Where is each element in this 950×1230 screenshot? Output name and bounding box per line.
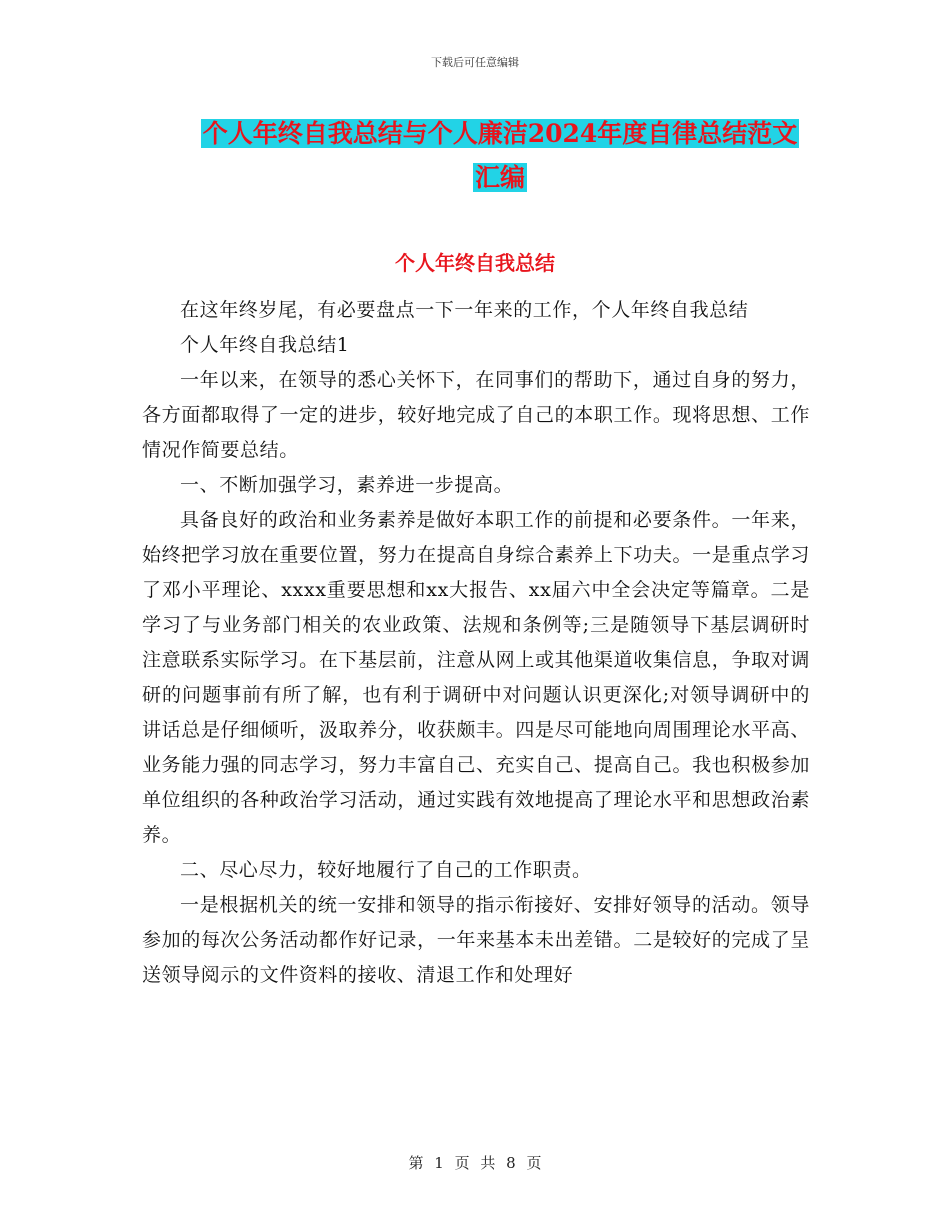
header-note: 下载后可任意编辑	[431, 56, 519, 69]
document-title-line-2: 汇编	[474, 163, 525, 192]
document-title	[180, 112, 820, 200]
section-title: 个人年终自我总结	[395, 251, 555, 275]
body-text	[142, 293, 810, 993]
paragraph-heading-2: 二、尽心尽力，较好地履行了自己的工作职责。	[180, 859, 592, 881]
paragraph-opening: 一年以来，在领导的悉心关怀下，在同事们的帮助下，通过自身的努力，各方面都取得了一定的进步，较好地完成了自己的本职工作。现将思想、工作情况作简要总结。	[142, 369, 810, 461]
page-footer: 第 1 页 共 8 页	[408, 1154, 542, 1172]
paragraph-duties: 一是根据机关的统一安排和领导的指示衔接好、安排好领导的活动。领导参加的每次公务活动都作好记录，一年来基本未出差错。二是较好的完成了呈送领导阅示的文件资料的接收、清退工作和处理好	[142, 894, 810, 986]
paragraph-study: 具备良好的政治和业务素养是做好本职工作的前提和必要条件。一年来，始终把学习放在重要位置，努力在提高自身综合素养上下功夫。一是重点学习了邓小平理论、xxxx重要思想和xx大报告、xx届六中全会决定等篇章。二是学习了与业务部门相关的农业政策、法规和条例等;三是随领导下基层调研时注意联系实际学习。在下基层前，注意从网上或其他渠道收集信息，争取对调研的问题事前有所了解，也有利于调研中对问题认识更深化;对领导调研中的讲话总是仔细倾听，汲取养分，收获颇丰。四是尽可能地向周围理论水平高、业务能力强的同志学习，努力丰富自己、充实自己、提高自己。我也积极参加单位组织的各种政治学习活动，通过实践有效地提高了理论水平和思想政治素养。	[142, 509, 810, 846]
paragraph-intro: 在这年终岁尾，有必要盘点一下一年来的工作，个人年终自我总结	[180, 299, 749, 321]
paragraph-heading-1: 一、不断加强学习，素养进一步提高。	[180, 474, 514, 496]
document-title-line-1: 个人年终自我总结与个人廉洁2024年度自律总结范文	[202, 119, 798, 148]
paragraph-subtitle: 个人年终自我总结1	[180, 334, 350, 356]
